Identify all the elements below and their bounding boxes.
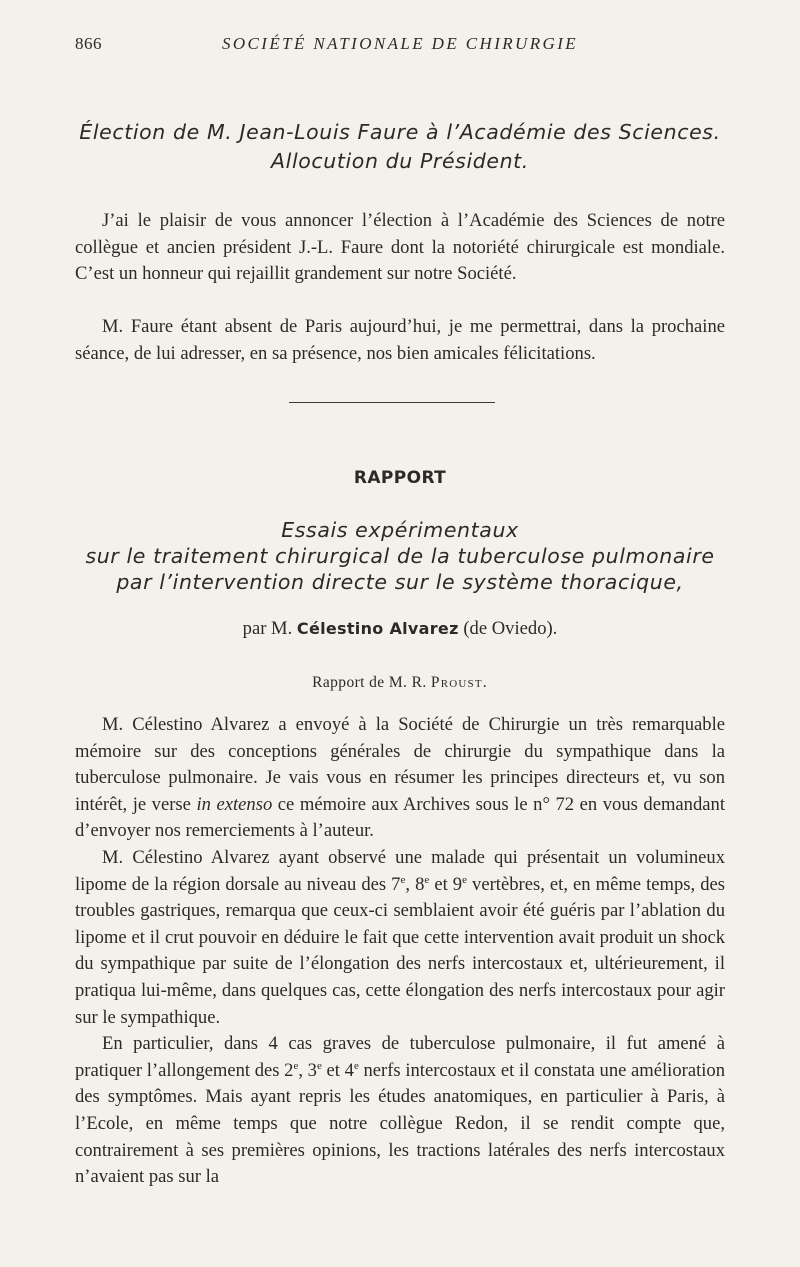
byline-suffix: (de Oviedo). [463, 618, 558, 639]
election-title-line2: Allocution du Président. [271, 149, 529, 173]
rapport-paragraph-3 [75, 1031, 725, 1191]
superscript: e [353, 1059, 359, 1072]
election-paragraph-1 [75, 208, 725, 288]
text-run: , 3 [298, 1059, 317, 1081]
text-run: et 9 [429, 873, 463, 895]
section-divider [289, 402, 495, 403]
essay-title-line1: Essais expérimentaux [281, 518, 519, 542]
running-head [75, 34, 725, 60]
rapport-body [75, 712, 725, 1191]
text-run: nerfs intercostaux et il constata une amélioration des symptômes. Mais ayant repris les études anatomiques, en particulier à Paris, à l’Ecole, en même temps que notre collègue Redon, il se rendit compte que, contrairement à ses premières opinions, les tractions latérales des nerfs intercostaux n’avaient pas sur la [75, 1059, 726, 1188]
text-run: En particulier, dans 4 cas graves de tuberculose pulmonaire, il fut amené à pratiquer l’allongement des 2 [75, 1033, 725, 1081]
rapport-paragraph-1 [75, 712, 725, 845]
essay-title [60, 517, 740, 595]
superscript: e [462, 873, 467, 886]
text-run: et 4 [321, 1059, 354, 1081]
byline-prefix: par M. [242, 618, 293, 639]
byline-author: Célestino Alvarez [296, 619, 459, 638]
text-run: M. Célestino Alvarez a envoyé à la Société de Chirurgie un très remarquable mémoire sur des conceptions générales de chirurgie du sympathique dans la tuberculose pulmonaire. Je vais vous en résumer les principes directeurs et, vu son intérêt, je verse [75, 714, 725, 815]
text-run: vertèbres, et, en même temps, des troubles gastriques, remarqua que ceux-ci semblaient avoir été guéris par l’ablation du lipome et il crut pouvoir en déduire le fait que cette intervention avait produit un shock du sympathique par suite de l’élongation des nerfs intercostaux et, ultérieurement, il pratiqua lui-même, dans quelques cas, cette élongation des nerfs intercostaux pour agir sur le sympathique. [75, 873, 726, 1028]
election-title-line1: Élection de M. Jean-Louis Faure à l’Académie des Sciences. [79, 120, 721, 144]
text-run: M. Célestino Alvarez ayant observé une malade qui présentait un volumineux lipome de la région dorsale au niveau des 7 [75, 846, 725, 895]
superscript: e [400, 873, 406, 886]
rapport-paragraph-2 [75, 845, 725, 1031]
text-run: , 8 [405, 873, 425, 895]
essay-title-line3: par l’intervention directe sur le système thoracique, [116, 570, 684, 594]
superscript: e [316, 1059, 322, 1072]
rapport-heading: RAPPORT [353, 468, 447, 488]
paragraph-text: J’ai le plaisir de vous annoncer l’élection à l’Académie des Sciences de notre collègue et ancien président J.-L. Faure dont la notoriété chirurgicale est mondiale. C’est un honneur qui rejaillit grandement sur notre Société. [75, 210, 725, 285]
paragraph-text: M. Faure étant absent de Paris aujourd’hui, je me permettrai, dans la prochaine séance, de lui adresser, en sa présence, nos bien amicales félicitations. [75, 316, 725, 364]
journal-title: SOCIÉTÉ NATIONALE DE CHIRURGIE [221, 34, 579, 53]
rapporteur-name: Proust. [430, 674, 488, 691]
superscript: e [424, 873, 430, 886]
italic-run: in extenso [196, 793, 273, 815]
essay-title-line2: sur le traitement chirurgical de la tuberculose pulmonaire [85, 544, 715, 568]
rapporteur-prefix: Rapport de M. R. [312, 674, 427, 691]
page-number: 866 [75, 34, 102, 53]
election-paragraph-2 [75, 314, 725, 367]
rapporteur-line [0, 674, 800, 692]
byline [0, 618, 800, 640]
text-run: ce mémoire aux Archives sous le n° 72 en vous demandant d’envoyer nos remerciements à l’auteur. [75, 793, 725, 842]
superscript: e [293, 1059, 299, 1072]
election-title [60, 118, 740, 176]
